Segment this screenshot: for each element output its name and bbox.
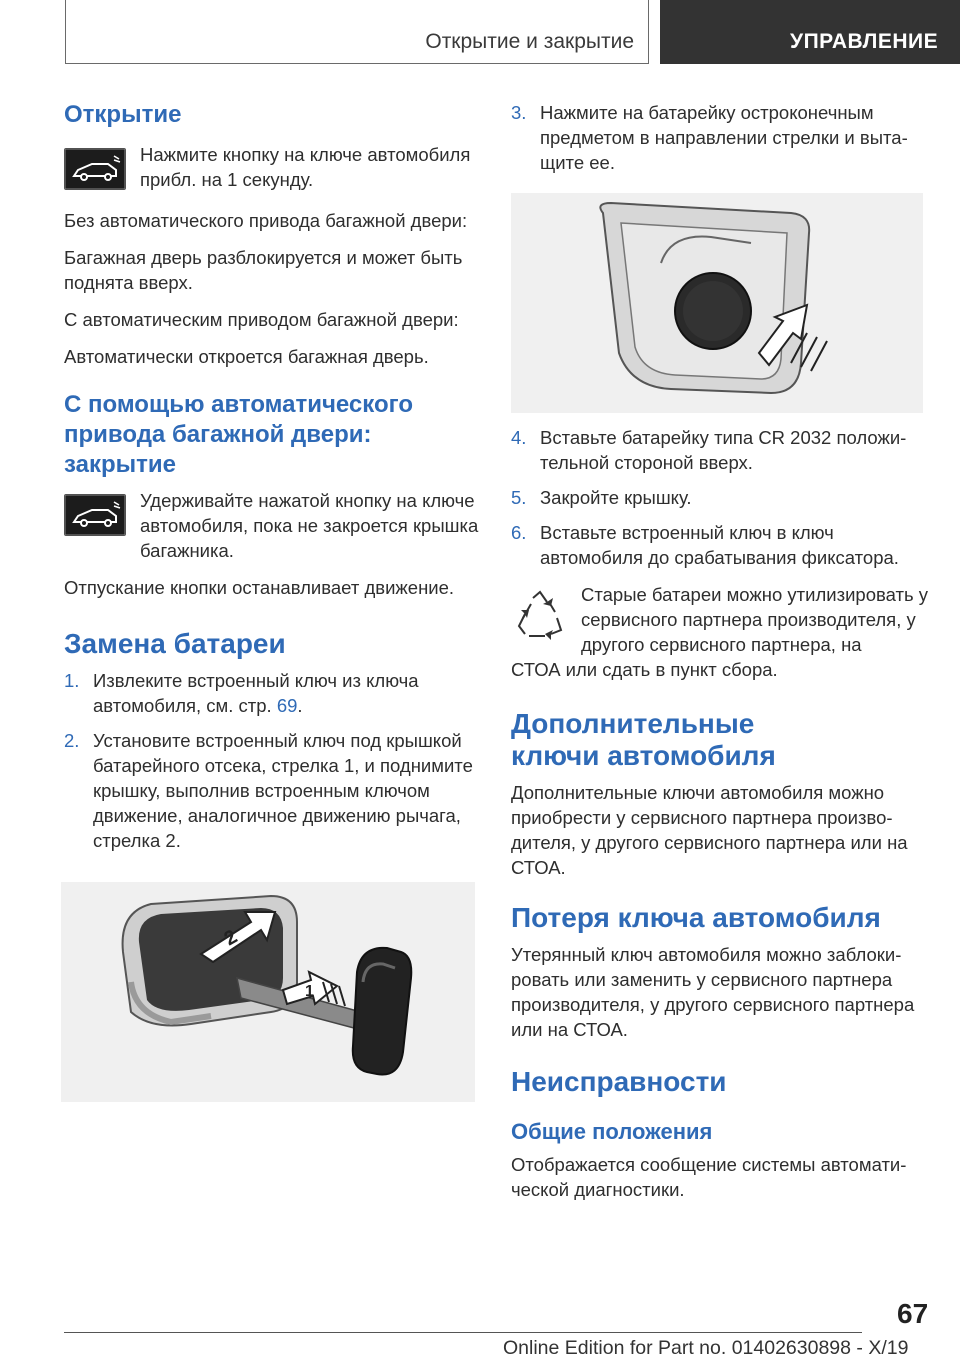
page-number: 67	[897, 1298, 929, 1329]
heading-open: Открытие	[64, 101, 182, 128]
auto-label: С автоматическим приводом багажной двери:	[64, 309, 459, 330]
heading-faults: Неисправности	[511, 1066, 727, 1097]
step-text: Закройте крышку.	[540, 487, 692, 508]
heading-general: Общие положения	[511, 1119, 713, 1144]
open-instruction-text: Нажмите кнопку на ключе автомобиля прибл. на 1 секунду.	[140, 144, 471, 190]
illustration-key-blade	[61, 882, 475, 1102]
no-auto-label: Без автоматического привода багажной двери:	[64, 210, 468, 231]
auto-text: Автоматически откроется багажная дверь.	[64, 346, 429, 367]
heading-extra-keys: Дополнительные ключи автомобиля	[511, 708, 776, 771]
illustration-battery-compartment	[511, 193, 923, 413]
release-text: Отпускание кнопки останавливает движение.	[64, 577, 455, 598]
step-number: 5.	[511, 487, 527, 508]
step-text: Извлеките встроенный ключ из ключа автомобиля, см. стр.	[93, 670, 419, 716]
header-chapter-box	[660, 0, 960, 64]
footer-edition: Online Edition for Part no. 01402630898 - X/19	[503, 1337, 909, 1359]
general-text: Отображается сообщение системы автоматической диагностики.	[511, 1154, 907, 1200]
step-number: 6.	[511, 522, 527, 543]
list-item	[64, 728, 480, 853]
step-number: 4.	[511, 427, 527, 448]
list-item	[511, 100, 931, 175]
step-text: Установите встроенный ключ под крышкой батарейного отсека, стрелка 1, и поднимите крышку, выполнив встроенным ключом движение, аналогичное движению рычага, стрелка 2.	[93, 730, 473, 851]
header-section-box	[65, 0, 649, 64]
recycle-icon	[511, 588, 569, 648]
step-number: 3.	[511, 102, 527, 123]
lost-key-text: Утерянный ключ автомобиля можно заблокировать или заменить у сервисного партнера производителя, у другого сервисного партнера или на СТОА.	[511, 944, 915, 1040]
step-number: 2.	[64, 730, 80, 751]
heading-lost-key: Потеря ключа автомобиля	[511, 902, 881, 933]
list-item	[511, 520, 931, 570]
list-item	[511, 485, 931, 510]
arrow-label-2: 2	[220, 925, 242, 951]
footer-divider	[64, 1332, 862, 1333]
arrow-label-1: 1	[305, 983, 314, 1000]
heading-battery: Замена батареи	[64, 628, 286, 659]
list-item	[64, 668, 480, 718]
step-text: Нажмите на батарейку остроконечным предметом в направлении стрелки и вытащите ее.	[540, 102, 908, 173]
right-column	[511, 100, 931, 1202]
car-tailgate-icon	[64, 494, 126, 536]
recycle-text-end: СТОА или сдать в пункт сбора.	[511, 659, 778, 680]
car-tailgate-icon	[64, 148, 126, 190]
page-link[interactable]: 69	[276, 695, 298, 716]
left-column	[64, 100, 480, 853]
recycle-note	[511, 582, 931, 657]
header-section-title: Открытие и закрытие	[425, 30, 634, 53]
list-item	[511, 425, 931, 475]
step-number: 1.	[64, 670, 80, 691]
extra-keys-text: Дополнительные ключи автомобиля можно приобрести у сервисного партнера производителя, у другого сервисного партнера или на СТОА.	[511, 782, 908, 878]
close-instruction-text: Удерживайте нажатой кнопку на ключе автомобиля, пока не закроется крышка багажника.	[140, 490, 479, 561]
step-text-end: .	[297, 695, 303, 716]
header-chapter-title: УПРАВЛЕНИЕ	[790, 30, 939, 53]
heading-close: С помощью автоматического привода багажной двери: закрытие	[64, 391, 413, 478]
no-auto-text: Багажная дверь разблокируется и может быть поднята вверх.	[64, 247, 463, 293]
recycle-text: Старые батареи можно утилизировать у сервисного партнера производителя, у другого сервисного партнера, на	[581, 584, 928, 655]
open-instruction	[64, 142, 480, 194]
close-instruction	[64, 488, 480, 563]
step-text: Вставьте батарейку типа CR 2032 положительной стороной вверх.	[540, 427, 907, 473]
step-text: Вставьте встроенный ключ в ключ автомобиля до срабатывания фиксатора.	[540, 522, 899, 568]
